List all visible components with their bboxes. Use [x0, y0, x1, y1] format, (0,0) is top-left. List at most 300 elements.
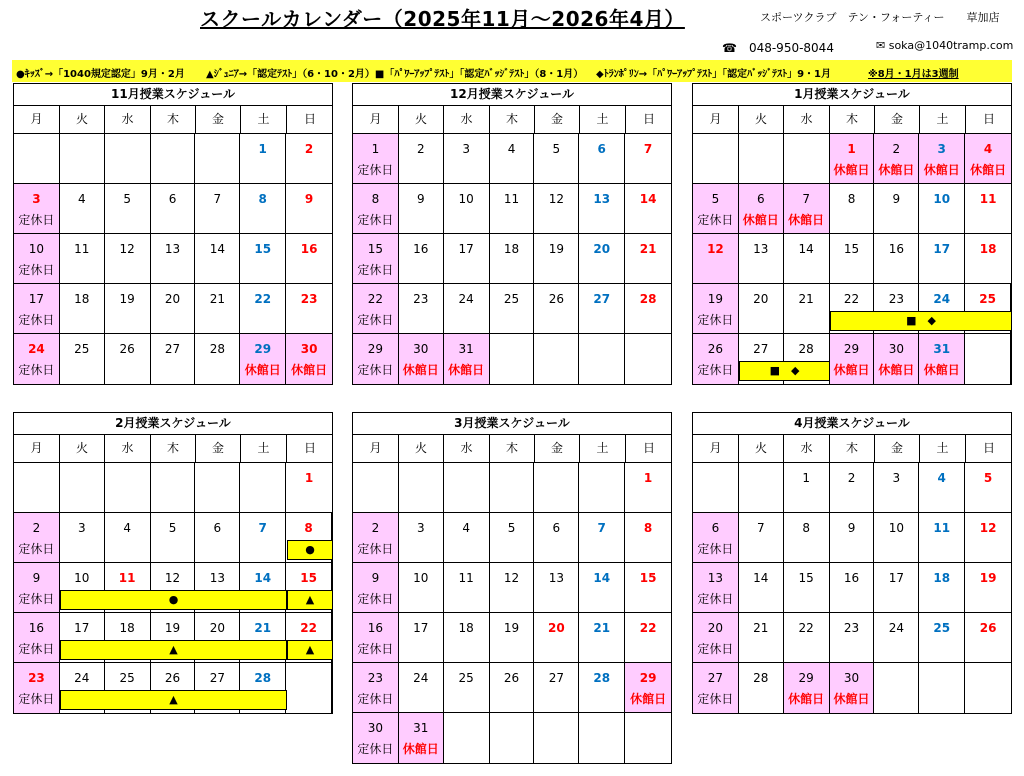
day-number: 9: [847, 521, 856, 535]
empty-day-cell: [105, 134, 151, 183]
day-number: 21: [593, 621, 611, 635]
weekday-label: 月: [14, 435, 60, 462]
day-cell: [784, 663, 830, 713]
day-number: 15: [843, 242, 860, 256]
day-cell: [739, 513, 784, 562]
regular-holiday-label: 定休日: [357, 692, 394, 706]
empty-day-cell: [965, 334, 1011, 384]
day-number: 19: [548, 242, 564, 256]
day-number: 7: [802, 192, 810, 206]
day-number: 22: [843, 292, 860, 306]
day-cell: [739, 663, 784, 713]
day-cell: [195, 513, 240, 562]
empty-day-cell: [14, 134, 60, 183]
day-number: 19: [707, 292, 724, 306]
day-number: 23: [843, 621, 860, 635]
closed-day-label: 休館日: [402, 363, 439, 377]
day-number: 24: [28, 342, 45, 356]
closed-day-label: 休館日: [833, 163, 870, 177]
day-cell: [399, 563, 444, 612]
month-title: 11月授業スケジュール: [14, 84, 332, 106]
day-number: 20: [753, 292, 769, 306]
day-number: 10: [413, 571, 429, 585]
day-cell: [490, 234, 535, 283]
day-number: 17: [413, 621, 429, 635]
day-number: 14: [209, 242, 225, 256]
day-cell: [919, 463, 965, 512]
day-number: 2: [847, 471, 856, 485]
week-row: [353, 463, 671, 513]
week-row: [14, 284, 332, 334]
day-cell: [784, 613, 830, 662]
day-number: 29: [254, 342, 272, 356]
closed-day-label: 休館日: [630, 692, 667, 706]
day-cell: [965, 563, 1011, 612]
day-cell: [399, 663, 444, 712]
day-cell: [490, 513, 535, 562]
regular-holiday-label: 定休日: [697, 542, 734, 556]
day-number: 6: [756, 192, 765, 206]
day-cell: [240, 513, 286, 562]
day-cell: [625, 513, 671, 562]
day-number: 7: [213, 192, 222, 206]
day-number: 28: [753, 671, 769, 685]
day-number: 3: [462, 142, 470, 156]
day-number: 12: [979, 521, 997, 535]
day-number: 25: [458, 671, 474, 685]
day-number: 2: [892, 142, 901, 156]
day-cell: [784, 513, 830, 562]
day-number: 30: [843, 671, 860, 685]
day-number: 3: [77, 521, 86, 535]
weekday-label: 木: [490, 106, 535, 133]
day-cell: [353, 134, 399, 183]
day-number: 10: [28, 242, 45, 256]
day-cell: [739, 284, 784, 333]
day-number: 11: [503, 192, 520, 206]
empty-day-cell: [490, 713, 535, 763]
day-number: 28: [593, 671, 611, 685]
day-number: 9: [892, 192, 901, 206]
test-marker-bar: [287, 640, 333, 660]
weekday-header: [353, 106, 671, 134]
day-number: 12: [548, 192, 564, 206]
day-cell: [399, 513, 444, 562]
empty-day-cell: [739, 134, 784, 183]
empty-day-cell: [195, 463, 240, 512]
day-cell: [784, 184, 830, 233]
day-cell: [579, 563, 625, 612]
empty-day-cell: [693, 463, 739, 512]
page-title: スクールカレンダー（2025年11月～2026年4月）: [200, 7, 685, 31]
day-number: 8: [847, 192, 856, 206]
day-number: 21: [209, 292, 225, 306]
day-number: 20: [209, 621, 225, 635]
day-cell: [286, 284, 332, 333]
day-number: 8: [643, 521, 653, 535]
day-cell: [874, 134, 919, 183]
legend-bar: [12, 60, 1012, 82]
month-title: 3月授業スケジュール: [353, 413, 671, 435]
legend-trampoline: ◆ﾄﾗﾝﾎﾟﾘﾝ→「ﾊﾟﾜｰｱｯﾌﾟﾃｽﾄ」「認定ﾊﾞｯｼﾞﾃｽﾄ」9・1月: [596, 69, 831, 80]
day-number: 11: [74, 242, 90, 256]
day-cell: [830, 184, 875, 233]
test-marker-bar: [287, 540, 333, 560]
day-number: 25: [979, 292, 996, 306]
weekday-label: 木: [151, 435, 196, 462]
day-number: 5: [507, 521, 516, 535]
weekday-label: 水: [784, 435, 830, 462]
week-row: [353, 563, 671, 613]
day-cell: [14, 513, 60, 562]
day-cell: [151, 284, 196, 333]
day-number: 10: [888, 521, 904, 535]
day-number: 28: [209, 342, 225, 356]
day-number: 15: [798, 571, 814, 585]
day-number: 3: [892, 471, 901, 485]
empty-day-cell: [874, 663, 919, 713]
day-cell: [60, 284, 105, 333]
test-marker-symbol: ■ ◆: [906, 314, 936, 327]
week-row: [14, 234, 332, 284]
day-number: 6: [552, 521, 561, 535]
day-number: 26: [979, 621, 997, 635]
day-number: 15: [254, 242, 272, 256]
day-cell: [490, 563, 535, 612]
week-row: [353, 513, 671, 563]
test-marker-symbol: ▲: [305, 593, 315, 606]
day-number: 4: [937, 471, 946, 485]
month-calendar: [692, 83, 1012, 385]
day-number: 30: [300, 342, 318, 356]
day-cell: [105, 184, 151, 233]
day-number: 27: [548, 671, 564, 685]
day-cell: [693, 513, 739, 562]
day-cell: [353, 713, 399, 763]
legend-junior: ▲ｼﾞｭﾆｱ→「認定ﾃｽﾄ」（6・10・2月）■「ﾊﾟﾜｰｱｯﾌﾟﾃｽﾄ」「認定ﾊﾞｯｼﾞﾃｽﾄ」（8・1月）: [206, 69, 584, 80]
day-cell: [579, 513, 625, 562]
day-cell: [105, 513, 151, 562]
empty-day-cell: [286, 663, 332, 713]
day-cell: [784, 463, 830, 512]
empty-day-cell: [151, 134, 196, 183]
day-cell: [14, 234, 60, 283]
day-cell: [399, 184, 444, 233]
day-cell: [830, 663, 875, 713]
day-cell: [195, 284, 240, 333]
day-number: 5: [168, 521, 177, 535]
empty-day-cell: [399, 463, 444, 512]
day-number: 12: [164, 571, 181, 585]
regular-holiday-label: 定休日: [357, 363, 394, 377]
week-row: [693, 513, 1011, 563]
weekday-label: 火: [399, 106, 444, 133]
day-number: 14: [593, 571, 611, 585]
empty-day-cell: [240, 463, 286, 512]
day-cell: [965, 234, 1011, 283]
weekday-label: 月: [353, 106, 399, 133]
weekday-label: 日: [303, 112, 316, 126]
day-number: 26: [119, 342, 135, 356]
day-number: 25: [74, 342, 90, 356]
closed-day-label: 休館日: [833, 363, 870, 377]
day-cell: [579, 663, 625, 712]
day-cell: [444, 513, 490, 562]
day-number: 5: [983, 471, 993, 485]
weekday-label: 月: [14, 106, 60, 133]
day-number: 16: [28, 621, 45, 635]
day-cell: [579, 184, 625, 233]
day-cell: [490, 184, 535, 233]
empty-day-cell: [739, 463, 784, 512]
day-cell: [195, 184, 240, 233]
day-number: 14: [639, 192, 657, 206]
day-number: 26: [707, 342, 724, 356]
day-number: 7: [258, 521, 267, 535]
day-number: 11: [979, 192, 997, 206]
day-number: 20: [707, 621, 724, 635]
day-number: 28: [798, 342, 814, 356]
day-number: 17: [74, 621, 90, 635]
weekday-label: 火: [60, 435, 105, 462]
day-number: 28: [254, 671, 272, 685]
day-number: 2: [416, 142, 425, 156]
day-cell: [151, 513, 196, 562]
day-cell: [353, 563, 399, 612]
test-marker-symbol: ●: [168, 593, 179, 606]
day-number: 22: [639, 621, 657, 635]
day-cell: [693, 334, 739, 384]
day-cell: [625, 563, 671, 612]
empty-day-cell: [534, 463, 579, 512]
weekday-label: 日: [303, 441, 316, 455]
day-number: 18: [503, 242, 520, 256]
empty-day-cell: [625, 713, 671, 763]
empty-day-cell: [60, 463, 105, 512]
day-number: 1: [643, 471, 653, 485]
day-number: 27: [593, 292, 611, 306]
day-cell: [399, 613, 444, 662]
phone-number: ☎ 048-950-8044: [722, 41, 834, 55]
day-cell: [399, 334, 444, 384]
empty-day-cell: [490, 334, 535, 384]
day-number: 23: [413, 292, 429, 306]
closed-day-label: 休館日: [402, 742, 439, 756]
day-number: 19: [503, 621, 520, 635]
week-row: [353, 713, 671, 763]
day-number: 15: [300, 571, 317, 585]
day-cell: [534, 184, 579, 233]
day-cell: [151, 334, 196, 384]
day-cell: [965, 184, 1011, 233]
day-number: 18: [74, 292, 90, 306]
day-number: 12: [119, 242, 135, 256]
empty-day-cell: [579, 463, 625, 512]
day-number: 12: [707, 242, 724, 256]
week-row: [353, 663, 671, 713]
closed-day-label: 休館日: [878, 163, 915, 177]
regular-holiday-label: 定休日: [697, 592, 734, 606]
day-cell: [625, 134, 671, 183]
week-row: [353, 184, 671, 234]
day-number: 22: [367, 292, 384, 306]
month-calendar: [692, 412, 1012, 714]
day-number: 10: [74, 571, 90, 585]
test-marker-bar: [830, 311, 1012, 331]
day-cell: [240, 234, 286, 283]
day-number: 4: [507, 142, 516, 156]
day-cell: [874, 563, 919, 612]
day-cell: [444, 663, 490, 712]
day-number: 9: [32, 571, 41, 585]
day-number: 5: [123, 192, 131, 206]
day-number: 26: [503, 671, 520, 685]
day-number: 2: [371, 521, 380, 535]
regular-holiday-label: 定休日: [697, 313, 734, 327]
regular-holiday-label: 定休日: [697, 692, 734, 706]
day-number: 31: [933, 342, 951, 356]
day-number: 14: [753, 571, 769, 585]
day-number: 13: [593, 192, 611, 206]
day-number: 24: [933, 292, 951, 306]
regular-holiday-label: 定休日: [18, 642, 55, 656]
day-number: 25: [503, 292, 520, 306]
day-cell: [739, 613, 784, 662]
empty-day-cell: [625, 334, 671, 384]
closed-day-label: 休館日: [878, 363, 915, 377]
day-cell: [14, 613, 60, 662]
weekday-label: 土: [241, 106, 287, 133]
weekday-label: 水: [105, 435, 151, 462]
empty-day-cell: [14, 463, 60, 512]
day-cell: [830, 234, 875, 283]
day-cell: [399, 134, 444, 183]
weekday-label: 土: [580, 435, 626, 462]
week-row: [353, 613, 671, 663]
day-cell: [965, 613, 1011, 662]
day-cell: [625, 234, 671, 283]
regular-holiday-label: 定休日: [357, 213, 394, 227]
weekday-label: 金: [875, 435, 920, 462]
day-cell: [830, 334, 875, 384]
day-cell: [14, 563, 60, 612]
day-cell: [874, 463, 919, 512]
day-cell: [286, 234, 332, 283]
day-cell: [784, 234, 830, 283]
test-marker-bar: [60, 590, 287, 610]
closed-day-label: 休館日: [448, 363, 485, 377]
regular-holiday-label: 定休日: [357, 742, 394, 756]
day-number: 11: [458, 571, 474, 585]
day-cell: [965, 463, 1011, 512]
weekday-label: 金: [535, 106, 580, 133]
day-number: 24: [888, 621, 904, 635]
day-cell: [399, 284, 444, 333]
day-number: 28: [639, 292, 657, 306]
regular-holiday-label: 定休日: [18, 592, 55, 606]
regular-holiday-label: 定休日: [357, 542, 394, 556]
day-number: 18: [458, 621, 474, 635]
day-cell: [625, 613, 671, 662]
day-number: 11: [933, 521, 951, 535]
day-number: 16: [843, 571, 860, 585]
week-row: [693, 134, 1011, 184]
week-row: [693, 563, 1011, 613]
test-marker-bar: [60, 690, 287, 710]
day-number: 18: [933, 571, 951, 585]
day-number: 8: [802, 521, 810, 535]
day-number: 16: [367, 621, 384, 635]
day-cell: [874, 334, 919, 384]
day-number: 3: [416, 521, 425, 535]
day-number: 9: [371, 571, 380, 585]
month-title: 12月授業スケジュール: [353, 84, 671, 106]
day-number: 29: [639, 671, 657, 685]
day-number: 8: [304, 521, 313, 535]
day-cell: [444, 613, 490, 662]
day-number: 22: [798, 621, 814, 635]
month-calendar: [13, 83, 333, 385]
day-number: 30: [888, 342, 904, 356]
day-cell: [830, 513, 875, 562]
day-cell: [579, 134, 625, 183]
legend-kids: ●ｷｯｽﾞ→「1040規定認定」9月・2月: [16, 69, 185, 80]
day-number: 23: [888, 292, 904, 306]
day-number: 16: [300, 242, 318, 256]
day-cell: [874, 184, 919, 233]
week-row: [353, 234, 671, 284]
day-cell: [353, 613, 399, 662]
day-cell: [399, 234, 444, 283]
day-cell: [534, 284, 579, 333]
day-number: 21: [254, 621, 272, 635]
day-number: 12: [503, 571, 520, 585]
day-number: 24: [458, 292, 474, 306]
day-cell: [14, 284, 60, 333]
day-number: 15: [639, 571, 657, 585]
day-cell: [739, 563, 784, 612]
day-cell: [830, 134, 875, 183]
day-number: 1: [258, 142, 267, 156]
day-cell: [919, 563, 965, 612]
test-marker-bar: [287, 590, 333, 610]
day-number: 22: [254, 292, 272, 306]
closed-day-label: 休館日: [970, 163, 1007, 177]
weekday-header: [353, 435, 671, 463]
empty-day-cell: [693, 134, 739, 183]
test-marker-bar: [739, 361, 830, 381]
day-cell: [286, 334, 332, 384]
weekday-label: 水: [784, 106, 830, 133]
day-cell: [286, 134, 332, 183]
day-cell: [534, 513, 579, 562]
closed-day-label: 休館日: [788, 692, 825, 706]
day-cell: [60, 234, 105, 283]
weekday-label: 土: [920, 435, 966, 462]
day-cell: [105, 234, 151, 283]
day-number: 18: [119, 621, 135, 635]
weekday-header: [693, 435, 1011, 463]
day-number: 6: [168, 192, 177, 206]
day-number: 21: [798, 292, 814, 306]
shop-name: スポーツクラブ テン・フォーティー 草加店: [760, 11, 1000, 24]
week-row: [693, 234, 1011, 284]
month-title: 2月授業スケジュール: [14, 413, 332, 435]
day-cell: [240, 134, 286, 183]
day-number: 8: [371, 192, 380, 206]
day-number: 22: [300, 621, 317, 635]
weekday-label: 木: [490, 435, 535, 462]
